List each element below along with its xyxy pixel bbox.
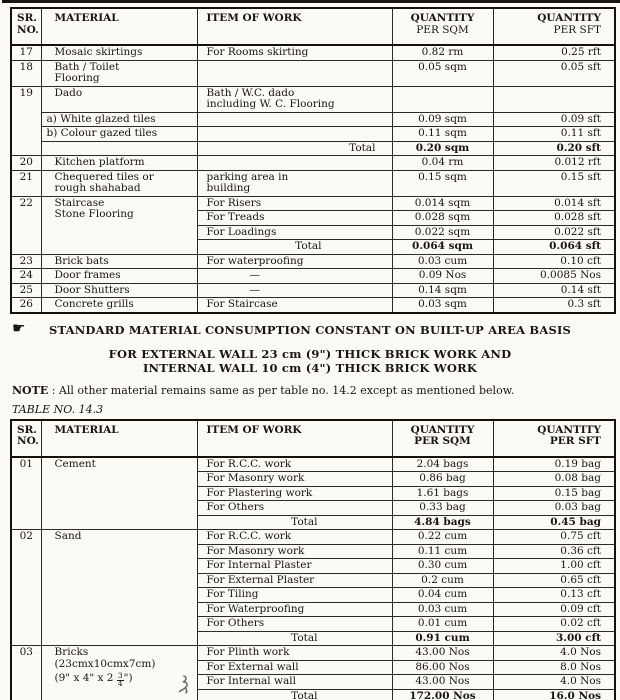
cell-qty-per-sqm: 0.05 sqm: [392, 60, 493, 86]
text-line: For Masonry work: [206, 472, 305, 484]
cell-qty-per-sft: 0.11 sft: [493, 127, 615, 142]
table-row: [11, 298, 615, 313]
cell-material: [41, 60, 197, 86]
cell-item-of-work: [197, 559, 392, 574]
fraction-3-4: $\frac{3}{4}$: [117, 671, 123, 688]
cell-item-of-work: [197, 170, 392, 196]
table-row: [11, 283, 615, 298]
cell-qty-per-sft: 0.022 sft: [493, 225, 615, 240]
cell-qty-per-sqm: 0.86 bag: [392, 472, 493, 487]
table-row: [11, 127, 615, 142]
cell-qty-per-sft: 0.15 sft: [493, 170, 615, 196]
text-line: QUANTITY: [410, 423, 475, 436]
cell-qty-per-sft: 0.75 cft: [493, 530, 615, 545]
text-line: QUANTITY: [537, 12, 601, 24]
note-label: NOTE: [12, 383, 49, 397]
cell-sr-no: 18: [11, 60, 41, 86]
cell-qty-per-sft: 0.25 rft: [493, 45, 615, 60]
header-material: MATERIAL: [41, 8, 197, 45]
cell-qty-per-sft: 0.45 bag: [493, 515, 615, 530]
cell-material: [41, 170, 197, 196]
header-sr-no: [11, 8, 41, 45]
header-row: [11, 420, 615, 457]
text-line: For R.C.C. work: [206, 530, 292, 542]
text-line: including W. C. Flooring: [206, 98, 335, 110]
table-row: [11, 457, 615, 472]
cell-item-of-work: [197, 45, 392, 60]
total-label-cell: Total: [197, 515, 392, 530]
text-line: For Internal Plaster: [206, 559, 312, 571]
subheading: [0, 347, 620, 375]
text-line: Sand: [54, 530, 82, 542]
section-heading: [0, 318, 620, 337]
text-line: Bricks: [54, 646, 89, 658]
cell-qty-per-sqm: [392, 86, 493, 112]
text-line: Flooring: [54, 72, 100, 84]
subheading-line2: INTERNAL WALL 10 cm (4") THICK BRICK WORK: [142, 360, 478, 375]
ink-smudge-artifact: [176, 674, 192, 694]
total-label-cell: Total: [197, 631, 392, 646]
cell-item-of-work: [197, 660, 392, 675]
text-line: For Staircase: [206, 298, 278, 310]
cell-qty-per-sft: 0.20 sft: [493, 141, 615, 156]
cell-material: b) Colour gazed tiles: [41, 127, 197, 142]
cell-qty-per-sft: 16.0 Nos: [493, 689, 615, 700]
cell-qty-per-sqm: 0.15 sqm: [392, 170, 493, 196]
text-line: Bath / Toilet: [54, 60, 120, 73]
header-qty-per-sqm: [392, 8, 493, 45]
cell-qty-per-sqm: 0.014 sqm: [392, 196, 493, 211]
cell-item-of-work: [197, 269, 392, 284]
cell-qty-per-sft: 4.0 Nos: [493, 675, 615, 690]
cell-item-of-work: [197, 225, 392, 240]
note-text: : All other material remains same as per table no. 14.2 except as mentioned below.: [48, 383, 515, 397]
header-qty-per-sft: [493, 8, 615, 45]
table-row: [11, 254, 615, 269]
text-line: rough shahabad: [54, 182, 141, 194]
text-line: Cement: [54, 457, 96, 470]
cell-qty-per-sqm: 0.91 cum: [392, 631, 493, 646]
text-line: building: [206, 182, 251, 194]
cell-item-of-work: [197, 156, 392, 171]
cell-qty-per-sft: 0.10 cft: [493, 254, 615, 269]
cell-qty-per-sqm: 0.04 cum: [392, 588, 493, 603]
text-line: Brick bats: [54, 254, 109, 267]
cell-qty-per-sft: 3.00 cft: [493, 631, 615, 646]
cell-item-of-work: [197, 530, 392, 545]
cell-qty-per-sqm: 0.09 Nos: [392, 269, 493, 284]
cell-qty-per-sft: 0.13 cft: [493, 588, 615, 603]
cell-qty-per-sqm: 0.022 sqm: [392, 225, 493, 240]
text-line: For Treads: [206, 211, 265, 223]
cell-qty-per-sft: 0.3 sft: [493, 298, 615, 313]
cell-qty-per-sqm: 0.11 cum: [392, 544, 493, 559]
cell-qty-per-sft: 0.03 bag: [493, 501, 615, 516]
cell-qty-per-sft: 4.0 Nos: [493, 646, 615, 661]
cell-item-of-work: [197, 544, 392, 559]
cell-qty-per-sqm: 1.61 bags: [392, 486, 493, 501]
text-line: PER SFT: [553, 23, 601, 36]
text-line: Chequered tiles or: [54, 170, 154, 183]
text-line: For External Plaster: [206, 573, 315, 586]
material-table-no-14-3: [10, 419, 616, 700]
text-line: (23cmx10cmx7cm): [54, 657, 156, 670]
cell-item-of-work: [197, 211, 392, 226]
cell-qty-per-sqm: 0.11 sqm: [392, 127, 493, 142]
cell-sr-no: 03: [11, 646, 41, 700]
text-line: Mosaic skirtings: [54, 46, 143, 58]
header-qty-per-sqm: [392, 420, 493, 457]
cell-qty-per-sqm: 2.04 bags: [392, 457, 493, 472]
cell-material: [41, 457, 197, 530]
cell-qty-per-sqm: 0.03 sqm: [392, 298, 493, 313]
cell-item-of-work: [197, 457, 392, 472]
cell-material: [41, 298, 197, 313]
cell-sr-no: 23: [11, 254, 41, 269]
cell-item-of-work: [197, 486, 392, 501]
cell-qty-per-sft: 0.028 sft: [493, 211, 615, 226]
cell-item-of-work: [197, 254, 392, 269]
cell-sr-no: 17: [11, 45, 41, 60]
text-line: —: [249, 283, 260, 296]
cell-qty-per-sqm: 0.03 cum: [392, 602, 493, 617]
text-line: For R.C.C. work: [206, 457, 292, 470]
cell-qty-per-sft: 0.012 rft: [493, 156, 615, 171]
cell-qty-per-sft: 0.08 bag: [493, 472, 615, 487]
text-line: parking area in: [206, 170, 289, 183]
cell-qty-per-sqm: 86.00 Nos: [392, 660, 493, 675]
cell-qty-per-sft: 0.36 cft: [493, 544, 615, 559]
cell-qty-per-sqm: 0.01 cum: [392, 617, 493, 632]
header-item-of-work: ITEM OF WORK: [197, 420, 392, 457]
cell-item-of-work: [197, 298, 392, 313]
text-line: For waterproofing: [206, 254, 304, 267]
cell-qty-per-sqm: 0.20 sqm: [392, 141, 493, 156]
section-heading-text: STANDARD MATERIAL CONSUMPTION CONSTANT ON BUILT-UP AREA BASIS: [48, 322, 572, 337]
text-line: For Waterproofing: [206, 602, 305, 615]
table-row: [11, 269, 615, 284]
total-label-cell: Total: [197, 240, 392, 255]
table-row: [11, 112, 615, 127]
cell-sr-no: 02: [11, 530, 41, 646]
table-row: [11, 141, 615, 156]
cell-qty-per-sft: 0.064 sft: [493, 240, 615, 255]
cell-qty-per-sqm: 172.00 Nos: [392, 689, 493, 700]
cell-qty-per-sqm: 4.84 bags: [392, 515, 493, 530]
subheading-line1: FOR EXTERNAL WALL 23 cm (9") THICK BRICK WORK AND: [108, 346, 512, 361]
cell-qty-per-sft: 0.19 bag: [493, 457, 615, 472]
table-number-label: TABLE NO. 14.3: [12, 402, 104, 416]
cell-qty-per-sqm: 0.04 rm: [392, 156, 493, 171]
cell-material: [41, 156, 197, 171]
text-line: For Tiling: [206, 588, 259, 600]
cell-sr-no: 26: [11, 298, 41, 313]
cell-qty-per-sft: 0.014 sft: [493, 196, 615, 211]
table-row: [11, 156, 615, 171]
cell-qty-per-sqm: 0.028 sqm: [392, 211, 493, 226]
text-line: NO.: [17, 435, 39, 447]
table-row: [11, 60, 615, 86]
text-line: PER SQM: [414, 435, 471, 447]
cell-qty-per-sqm: 0.03 cum: [392, 254, 493, 269]
cell-material: [41, 283, 197, 298]
text-line: QUANTITY: [410, 12, 475, 24]
text-line: QUANTITY: [537, 423, 601, 436]
cell-material: [41, 269, 197, 284]
cell-item-of-work: [197, 283, 392, 298]
cell-qty-per-sqm: 0.09 sqm: [392, 112, 493, 127]
cell-qty-per-sft: [493, 86, 615, 112]
text-line: For Rooms skirting: [206, 46, 309, 58]
cell-item-of-work: [197, 196, 392, 211]
cell-qty-per-sqm: 43.00 Nos: [392, 646, 493, 661]
text-line: For Others: [206, 617, 265, 629]
cell-qty-per-sft: 0.0085 Nos: [493, 269, 615, 284]
text-line: Door frames: [54, 269, 121, 281]
cell-material: a) White glazed tiles: [41, 112, 197, 127]
cell-item-of-work: [197, 127, 392, 142]
cell-item-of-work: [197, 602, 392, 617]
header-qty-per-sft: [493, 420, 615, 457]
table-row: [11, 170, 615, 196]
header-sr-no: [11, 420, 41, 457]
header-row: [11, 8, 615, 45]
cell-qty-per-sqm: 0.33 bag: [392, 501, 493, 516]
cell-item-of-work: [197, 675, 392, 690]
cell-qty-per-sft: 0.09 sft: [493, 112, 615, 127]
text-line: Dado: [54, 86, 83, 99]
text-line: Concrete grills: [54, 298, 134, 310]
header-material: MATERIAL: [41, 420, 197, 457]
cell-sr-no: 21: [11, 170, 41, 196]
cell-qty-per-sqm: 0.14 sqm: [392, 283, 493, 298]
table-row: [11, 646, 615, 661]
cell-material: [41, 196, 197, 254]
cell-qty-per-sqm: 43.00 Nos: [392, 675, 493, 690]
text-line: Bath / W.C. dado: [206, 86, 295, 99]
cell-material: [41, 141, 197, 156]
cell-item-of-work: [197, 501, 392, 516]
cell-qty-per-sft: 1.00 cft: [493, 559, 615, 574]
cell-qty-per-sqm: 0.30 cum: [392, 559, 493, 574]
cell-sr-no: 01: [11, 457, 41, 530]
cell-qty-per-sft: 0.05 sft: [493, 60, 615, 86]
table-row: [11, 86, 615, 112]
text-line: PER SFT: [549, 435, 601, 447]
cell-item-of-work: [197, 573, 392, 588]
cell-item-of-work: [197, 112, 392, 127]
text-line: For Plastering work: [206, 486, 313, 499]
cell-sr-no: 24: [11, 269, 41, 284]
table-bottom-container: [0, 419, 620, 700]
table-row: [11, 530, 615, 545]
cell-sr-no: 19: [11, 86, 41, 156]
text-line: SR.: [17, 423, 37, 436]
cell-item-of-work: [197, 646, 392, 661]
cell-qty-per-sqm: 0.064 sqm: [392, 240, 493, 255]
text-line: For Others: [206, 501, 265, 513]
text-line: For External wall: [206, 660, 299, 673]
cell-item-of-work: [197, 86, 392, 112]
text-line: For Risers: [206, 196, 262, 209]
cell-qty-per-sft: 0.65 cft: [493, 573, 615, 588]
cell-material: [41, 646, 197, 700]
cell-qty-per-sqm: 0.82 rm: [392, 45, 493, 60]
cell-material: [41, 45, 197, 60]
text-line: —: [249, 269, 260, 281]
cell-qty-per-sft: 0.15 bag: [493, 486, 615, 501]
table-row: [11, 45, 615, 60]
cell-qty-per-sqm: 0.22 cum: [392, 530, 493, 545]
text-line: SR.: [17, 12, 37, 24]
total-label-cell: Total: [197, 141, 392, 156]
note: [12, 384, 620, 397]
cell-qty-per-sft: 0.02 cft: [493, 617, 615, 632]
pointing-hand-icon: ☛: [12, 318, 26, 337]
text-line: Door Shutters: [54, 283, 130, 296]
cell-material: [41, 254, 197, 269]
cell-material: [41, 86, 197, 112]
cell-qty-per-sft: 8.0 Nos: [493, 660, 615, 675]
table-row: [11, 196, 615, 211]
text-line: NO.: [17, 23, 39, 36]
cell-item-of-work: [197, 617, 392, 632]
text-line: For Loadings: [206, 225, 277, 238]
total-label-cell: Total: [197, 689, 392, 700]
cell-item-of-work: [197, 60, 392, 86]
cell-sr-no: 22: [11, 196, 41, 254]
cell-item-of-work: [197, 588, 392, 603]
cell-qty-per-sqm: 0.2 cum: [392, 573, 493, 588]
text-line: For Internal wall: [206, 675, 296, 687]
text-line: Kitchen platform: [54, 156, 145, 168]
material-table-sr-17-26: [10, 7, 616, 314]
text-line: (9" x 4" x 2 $\frac{3}{4}$ "): [54, 671, 133, 688]
text-line: For Masonry work: [206, 544, 305, 557]
text-line: For Plinth work: [206, 646, 290, 658]
text-line: Staircase: [54, 196, 105, 209]
text-line: PER SQM: [416, 23, 469, 36]
page-top-rule: [2, 0, 620, 3]
cell-sr-no: 20: [11, 156, 41, 171]
cell-sr-no: 25: [11, 283, 41, 298]
table-top-container: [0, 7, 620, 314]
header-item-of-work: ITEM OF WORK: [197, 8, 392, 45]
cell-material: [41, 530, 197, 646]
cell-item-of-work: [197, 472, 392, 487]
text-line: Stone Flooring: [54, 208, 134, 220]
cell-qty-per-sft: 0.09 cft: [493, 602, 615, 617]
cell-qty-per-sft: 0.14 sft: [493, 283, 615, 298]
